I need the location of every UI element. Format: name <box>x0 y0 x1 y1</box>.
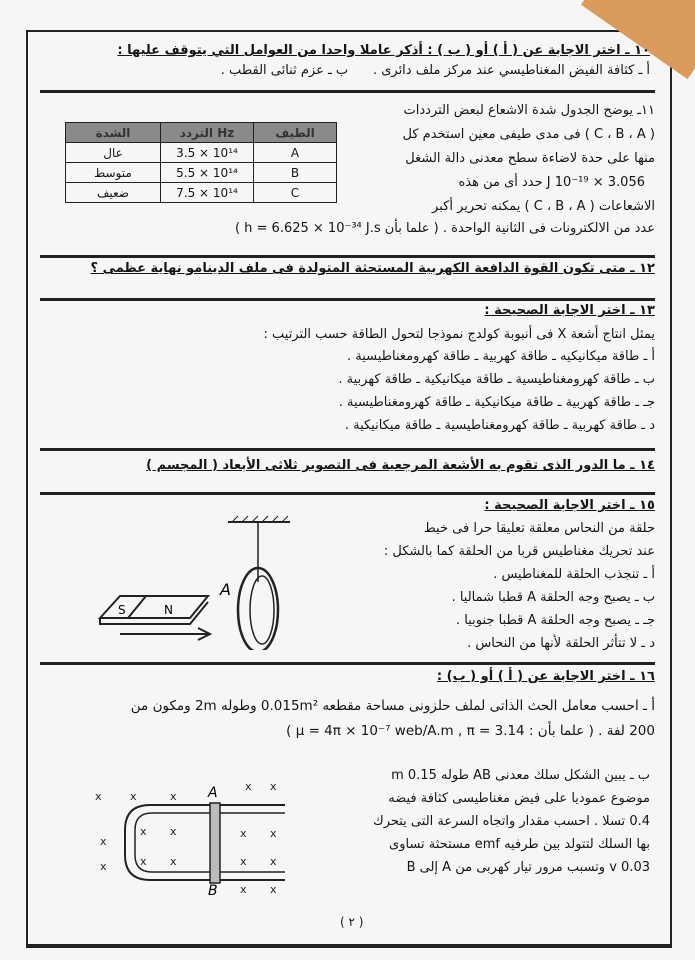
table-row <box>66 163 337 183</box>
cell: 3.5 × 10¹⁴ <box>161 143 254 163</box>
q16-b: موضوع عموديا على فيض مغناطيسى كثافة فيضه <box>388 791 650 806</box>
page-number: ( ٢ ) <box>340 915 364 929</box>
svg-text:x: x <box>100 835 107 848</box>
svg-text:x: x <box>170 855 177 868</box>
q14-title: ١٤ ـ ما الدور الذى تقوم به الأشعة المرجعية فى التصوير ثلاثى الأبعاد ( المجسم ) <box>146 458 655 473</box>
q16-b: بها السلك لتتولد بين طرفيه emf مستحثة تساوى <box>389 837 650 852</box>
q13-stem: يمثل انتاج أشعة X فى أنبوبة كولدج نموذجا لتحول الطاقة حسب الترتيب : <box>263 327 655 342</box>
svg-text:x: x <box>130 790 137 803</box>
q10-a-text: أ ـ كثافة الفيض المغناطيسي عند مركز ملف دائرى . <box>372 63 650 78</box>
cell: متوسط <box>66 163 161 183</box>
cell: A <box>254 143 337 163</box>
wire-ab <box>210 803 220 883</box>
q12-title: ١٢ ـ متى تكون القوة الدافعة الكهربية المستحثة المتولدة فى ملف الدينامو نهاية عظمى ؟ <box>90 261 655 276</box>
q16-a: أ ـ احسب معامل الحث الذاتى لملف حلزونى مساحة مقطعه 0.015m² وطوله 2m ومكون من <box>130 698 655 714</box>
q13-option: ب ـ طاقة كهرومغناطيسية ـ طاقة ميكانيكية ـ طاقة كهربية . <box>338 372 655 387</box>
q13-option: جـ ـ طاقة كهربية ـ طاقة ميكانيكية ـ طاقة كهرومغناطيسية . <box>338 395 655 410</box>
svg-text:x: x <box>270 855 277 868</box>
svg-text:x: x <box>100 860 107 873</box>
q15-option: أ ـ تنجذب الحلقة للمغناطيس . <box>493 567 655 582</box>
q11-line: ( C ، B ، A ) فى مدى طيفى معين استخدم كل <box>402 127 655 142</box>
q15-stem: عند تحريك مغناطيس قربا من الحلقة كما بالشكل : <box>383 544 655 559</box>
q15-option: د ـ لا تتأثر الحلقة لأنها من النحاس . <box>467 636 655 651</box>
svg-text:x: x <box>240 827 247 840</box>
q16-b: ب ـ يبين الشكل سلك معدنى AB طوله 0.15 m <box>391 768 650 783</box>
q11-line: ١١ـ يوضح الجدول شدة الاشعاع لبعض الترددات <box>403 103 655 118</box>
q16-title: ١٦ ـ اختر الاجابة عن ( أ ) أو ( ب) : <box>436 669 655 684</box>
ring-label: A <box>220 580 231 599</box>
svg-text:x: x <box>270 780 277 793</box>
cell: ضعيف <box>66 183 161 203</box>
south-pole-label: S <box>118 603 126 617</box>
q13-option: د ـ طاقة كهربية ـ طاقة كهرومغناطيسية ـ طاقة ميكانيكية . <box>344 418 655 433</box>
q11-line: 3.056 × 10⁻¹⁹ J حدد أى من هذه <box>458 175 645 190</box>
table-row <box>66 143 337 163</box>
point-a-label: A <box>208 785 218 801</box>
svg-text:x: x <box>170 825 177 838</box>
svg-text:x: x <box>245 780 252 793</box>
cell: B <box>254 163 337 183</box>
divider <box>40 90 655 93</box>
q10-b-text: ب ـ عزم ثنائى القطب . <box>220 63 349 78</box>
cell: 7.5 × 10¹⁴ <box>161 183 254 203</box>
q11-line: عدد من الالكترونات فى الثانية الواحدة . ( علما بأن h = 6.625 × 10⁻³⁴ J.s ) <box>234 221 655 236</box>
svg-text:x: x <box>140 825 147 838</box>
q15-option: ب ـ يصبح وجه الحلقة A قطبا شماليا . <box>451 590 655 605</box>
cell: C <box>254 183 337 203</box>
q10-title: ١٠ ـ اختر الاجابة عن ( أ ) أو ( ب ) : أذكر عاملا واحدا من العوامل التي يتوقف عليها : <box>117 43 650 58</box>
svg-text:x: x <box>95 790 102 803</box>
intensity-table <box>65 122 337 203</box>
th: التردد Hz <box>161 123 254 143</box>
th: الشدة <box>66 123 161 143</box>
q15-option: جـ ـ يصبح وجه الحلقة A قطبا جنوبيا . <box>456 613 655 628</box>
q16-b: 0.03 v وتسبب مرور تيار كهربى من A إلى B <box>406 860 650 875</box>
th: الطيف <box>254 123 337 143</box>
cell: عال <box>66 143 161 163</box>
svg-text:x: x <box>270 883 277 895</box>
north-pole-label: N <box>164 603 173 617</box>
q13-title: ١٣ ـ اختر الاجابة الصحيحة : <box>484 303 655 318</box>
svg-text:x: x <box>170 790 177 803</box>
cell: 5.5 × 10¹⁴ <box>161 163 254 183</box>
svg-text:x: x <box>240 855 247 868</box>
svg-text:x: x <box>270 827 277 840</box>
rail-wire-figure <box>90 775 290 895</box>
divider <box>40 448 655 451</box>
q11-line: منها على حدة لاضاءة سطح معدنى دالة الشغل <box>405 151 655 166</box>
divider <box>40 662 655 665</box>
svg-text:x: x <box>140 855 147 868</box>
q13-option: أ ـ طاقة ميكانيكيه ـ طاقة كهربية ـ طاقة كهرومغناطيسية . <box>347 349 655 364</box>
q15-stem: حلقة من النحاس معلقة تعليقا حرا فى خيط <box>423 521 655 536</box>
q16-b: 0.4 تسلا . احسب مقدار واتجاه السرعة التى يتحرك <box>372 814 650 829</box>
q15-title: ١٥ ـ اختر الاجابة الصحيحة : <box>484 498 655 513</box>
ring-magnet-figure <box>90 510 310 650</box>
q16-a: 200 لفة . ( علما بأن : μ = 4π × 10⁻⁷ web/A.m , π = 3.14 ) <box>286 723 655 739</box>
q10-option-a <box>221 60 650 82</box>
table-row <box>66 183 337 203</box>
point-b-label: B <box>208 883 218 895</box>
svg-text:x: x <box>240 883 247 895</box>
q11-line: الاشعاعات ( C ، B ، A ) يمكنه تحرير أكبر <box>432 199 655 214</box>
